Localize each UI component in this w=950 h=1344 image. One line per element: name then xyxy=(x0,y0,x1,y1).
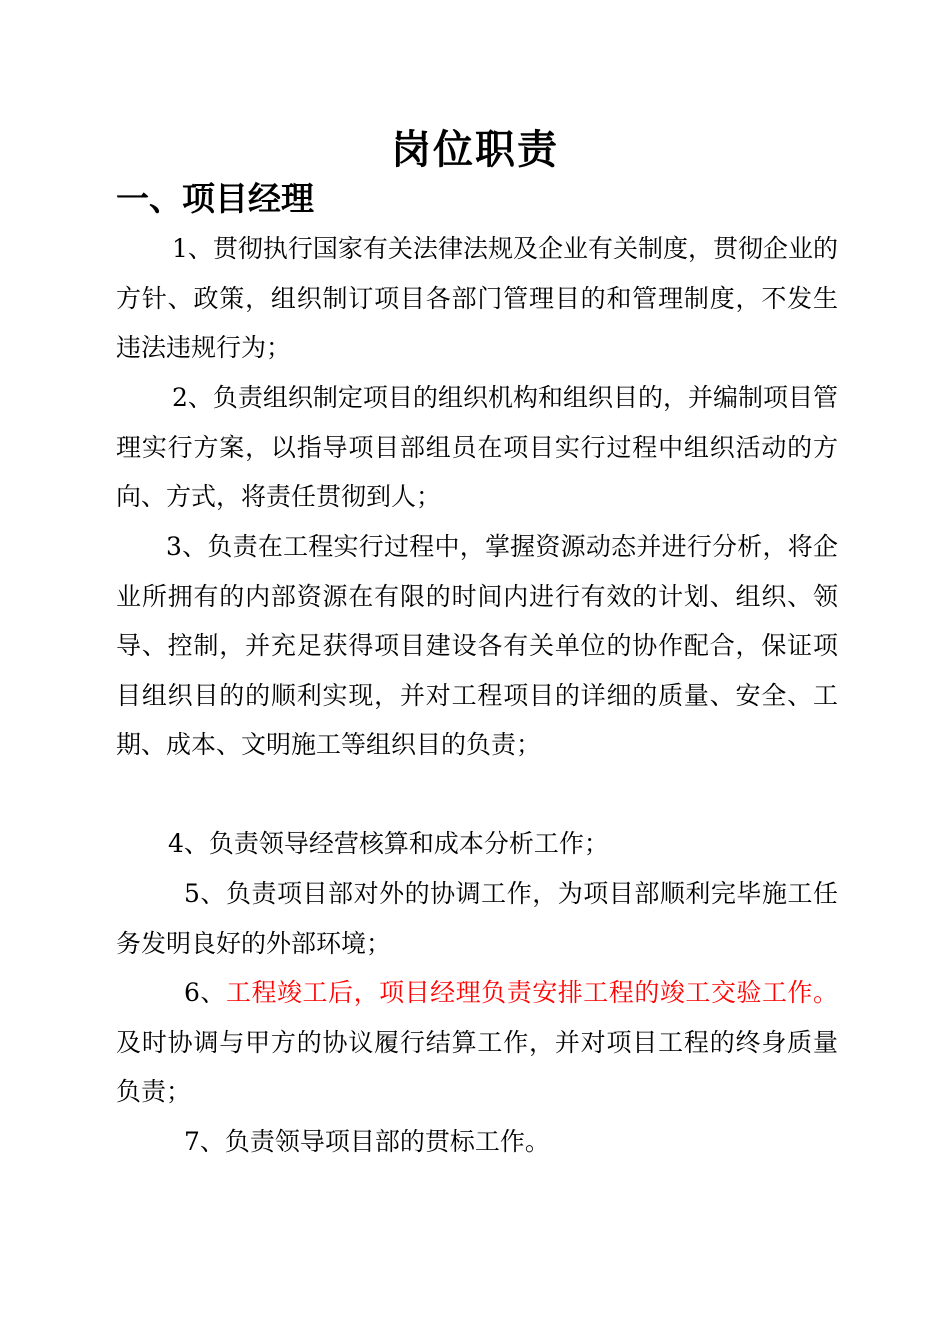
duty-item-6-rest: 及时协调与甲方的协议履行结算工作，并对项目工程的终身质量负责； xyxy=(116,1027,838,1107)
duty-item-6-highlight: 工程竣工后，项目经理负责安排工程的竣工交验工作。 xyxy=(225,978,838,1007)
duty-item-2: 2、负责组织制定项目的组织机构和组织目的，并编制项目管理实行方案，以指导项目部组员在项目实行过程中组织活动的方向、方式，将责任贯彻到人； xyxy=(116,383,838,512)
document-title: 岗位职责 xyxy=(391,126,559,173)
duty-item-6-number: 6、 xyxy=(184,978,226,1007)
section-heading: 一、项目经理 xyxy=(116,179,314,218)
duty-item-4: 4、负责领导经营核算和成本分析工作； xyxy=(168,829,609,858)
duty-item-7: 7、负责领导项目部的贯标工作。 xyxy=(184,1127,550,1156)
duty-item-1: 1、贯彻执行国家有关法律法规及企业有关制度，贯彻企业的方针、政策，组织制订项目各部门管理目的和管理制度，不发生违法违规行为； xyxy=(116,234,838,363)
duty-item-3: 3、负责在工程实行过程中，掌握资源动态并进行分析，将企业所拥有的内部资源在有限的时间内进行有效的计划、组织、领导、控制，并充足获得项目建设各有关单位的协作配合，保证项目组织目的的顺利实现，并对工程项目的详细的质量、安全、工期、成本、文明施工等组织目的负责； xyxy=(116,532,838,760)
duty-item-6 xyxy=(116,968,838,1117)
duty-item-5: 5、负责项目部对外的协调工作，为项目部顺利完毕施工任务发明良好的外部环境； xyxy=(116,879,838,958)
